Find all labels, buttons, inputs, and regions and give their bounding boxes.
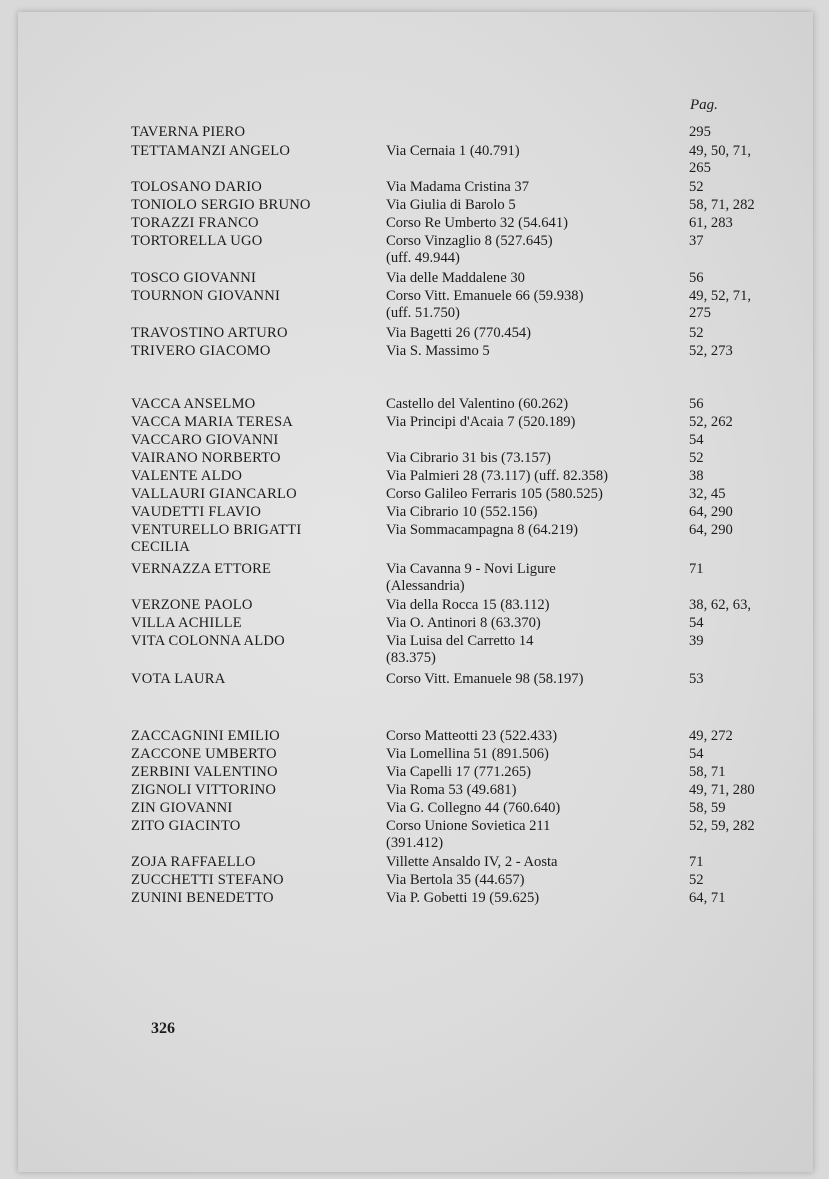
entry-name bbox=[131, 468, 381, 485]
entry-address bbox=[386, 764, 686, 781]
entry-address bbox=[386, 890, 686, 907]
entry-address bbox=[386, 872, 686, 889]
entry-name bbox=[131, 450, 381, 467]
entry-name-line: VACCA MARIA TERESA bbox=[131, 414, 294, 430]
entry-name-line: ZIN GIOVANNI bbox=[131, 800, 233, 816]
entry-name-line: VILLA ACHILLE bbox=[131, 615, 242, 631]
entry-address bbox=[386, 746, 686, 763]
entry-address bbox=[386, 468, 686, 485]
entry-address-line: Via Palmieri 28 (73.117) (uff. 82.358) bbox=[386, 468, 609, 484]
entry-name bbox=[131, 633, 381, 650]
entry-pages-line: 49, 71, 280 bbox=[689, 782, 755, 798]
entry-address-line: Via delle Maddalene 30 bbox=[386, 270, 525, 286]
entry-name bbox=[131, 522, 381, 555]
entry-address-line: Corso Vitt. Emanuele 98 (58.197) bbox=[386, 671, 584, 687]
entry-address bbox=[386, 179, 686, 196]
entry-address bbox=[386, 633, 686, 666]
entry-pages bbox=[689, 270, 799, 287]
entry-address-line: Via Principi d'Acaia 7 (520.189) bbox=[386, 414, 576, 430]
entry-pages bbox=[689, 215, 799, 232]
entry-pages bbox=[689, 343, 799, 360]
entry-pages bbox=[689, 468, 799, 485]
entry-pages bbox=[689, 325, 799, 342]
entry-name-line: VERZONE PAOLO bbox=[131, 597, 253, 613]
entry-name bbox=[131, 432, 381, 449]
entry-name-line: VENTURELLO BRIGATTI bbox=[131, 522, 302, 538]
entry-name bbox=[131, 179, 381, 196]
entry-pages bbox=[689, 633, 799, 650]
entry-name bbox=[131, 504, 381, 521]
entry-address bbox=[386, 818, 686, 851]
entry-name-line: VERNAZZA ETTORE bbox=[131, 561, 272, 577]
entry-name-line: VITA COLONNA ALDO bbox=[131, 633, 285, 649]
entry-address-line: (83.375) bbox=[386, 649, 436, 666]
entry-name bbox=[131, 782, 381, 799]
entry-name bbox=[131, 325, 381, 342]
entry-pages-line: 61, 283 bbox=[689, 215, 733, 231]
entry-address-line: Via Giulia di Barolo 5 bbox=[386, 197, 516, 213]
entry-pages bbox=[689, 432, 799, 449]
entry-pages bbox=[689, 800, 799, 817]
entry-address-line: Via Lomellina 51 (891.506) bbox=[386, 746, 549, 762]
entry-name bbox=[131, 270, 381, 287]
entry-pages-line: 52, 59, 282 bbox=[689, 818, 755, 834]
entry-pages-line: 52 bbox=[689, 179, 704, 195]
entry-address bbox=[386, 597, 686, 614]
entry-address bbox=[386, 486, 686, 503]
entry-pages-line: 38, 62, 63, bbox=[689, 597, 752, 613]
entry-name bbox=[131, 486, 381, 503]
entry-pages-line: 265 bbox=[689, 159, 711, 176]
entry-pages bbox=[689, 197, 799, 214]
entry-name bbox=[131, 343, 381, 360]
entry-pages-line: 52 bbox=[689, 450, 704, 466]
entry-pages bbox=[689, 124, 799, 141]
entry-pages-line: 71 bbox=[689, 854, 704, 870]
entry-pages-line: 54 bbox=[689, 746, 704, 762]
entry-pages-line: 49, 52, 71, bbox=[689, 288, 752, 304]
entry-pages-line: 56 bbox=[689, 270, 704, 286]
entry-name-line: TRIVERO GIACOMO bbox=[131, 343, 271, 359]
entry-name-line: VAUDETTI FLAVIO bbox=[131, 504, 262, 520]
entry-address-line: Via Sommacampagna 8 (64.219) bbox=[386, 522, 579, 538]
entry-pages bbox=[689, 414, 799, 431]
entry-name-line: ZUNINI BENEDETTO bbox=[131, 890, 274, 906]
entry-pages-line: 49, 50, 71, bbox=[689, 143, 752, 159]
entry-name bbox=[131, 124, 381, 141]
page-column-header: Pag. bbox=[690, 97, 718, 113]
entry-address-line: Via Bertola 35 (44.657) bbox=[386, 872, 525, 888]
entry-name-line: VACCARO GIOVANNI bbox=[131, 432, 279, 448]
entry-name bbox=[131, 414, 381, 431]
entry-name-line: VALLAURI GIANCARLO bbox=[131, 486, 297, 502]
entry-address-line: (391.412) bbox=[386, 834, 444, 851]
entry-name bbox=[131, 872, 381, 889]
entry-pages-line: 49, 272 bbox=[689, 728, 733, 744]
entry-name-line: ZITO GIACINTO bbox=[131, 818, 241, 834]
entry-address-line: (uff. 49.944) bbox=[386, 249, 460, 266]
entry-address-line: Corso Matteotti 23 (522.433) bbox=[386, 728, 558, 744]
entry-name bbox=[131, 854, 381, 871]
entry-pages bbox=[689, 728, 799, 745]
entry-pages-line: 54 bbox=[689, 615, 704, 631]
entry-address bbox=[386, 215, 686, 232]
entry-address-line: Via Bagetti 26 (770.454) bbox=[386, 325, 532, 341]
entry-address bbox=[386, 288, 686, 321]
entry-address bbox=[386, 782, 686, 799]
entry-pages-line: 38 bbox=[689, 468, 704, 484]
entry-name-line: ZOJA RAFFAELLO bbox=[131, 854, 256, 870]
entry-address bbox=[386, 197, 686, 214]
entry-address bbox=[386, 671, 686, 688]
entry-address-line: Via della Rocca 15 (83.112) bbox=[386, 597, 550, 613]
entry-name-line: VAIRANO NORBERTO bbox=[131, 450, 281, 466]
entry-pages-line: 64, 71 bbox=[689, 890, 726, 906]
entry-address bbox=[386, 143, 686, 160]
entry-address-line: Via Cernaia 1 (40.791) bbox=[386, 143, 520, 159]
entry-name bbox=[131, 746, 381, 763]
entry-address-line: Corso Re Umberto 32 (54.641) bbox=[386, 215, 568, 231]
entry-address-line: Via Cibrario 10 (552.156) bbox=[386, 504, 538, 520]
entry-name-line: TORTORELLA UGO bbox=[131, 233, 263, 249]
entry-pages bbox=[689, 233, 799, 250]
entry-pages-line: 295 bbox=[689, 124, 711, 140]
entry-address bbox=[386, 396, 686, 413]
entry-name-line: ZIGNOLI VITTORINO bbox=[131, 782, 277, 798]
entry-address-line: Via Roma 53 (49.681) bbox=[386, 782, 517, 798]
entry-address bbox=[386, 233, 686, 266]
entry-pages-line: 39 bbox=[689, 633, 704, 649]
entry-pages bbox=[689, 818, 799, 835]
entry-name bbox=[131, 597, 381, 614]
entry-address bbox=[386, 414, 686, 431]
entry-name-line: TORAZZI FRANCO bbox=[131, 215, 259, 231]
entry-pages-line: 52 bbox=[689, 325, 704, 341]
entry-pages bbox=[689, 143, 799, 176]
entry-name-line: TOURNON GIOVANNI bbox=[131, 288, 281, 304]
entry-address bbox=[386, 450, 686, 467]
entry-address bbox=[386, 270, 686, 287]
entry-name-line: ZACCAGNINI EMILIO bbox=[131, 728, 280, 744]
entry-name-line: TAVERNA PIERO bbox=[131, 124, 246, 140]
entry-address-line: Corso Vinzaglio 8 (527.645) bbox=[386, 233, 553, 249]
entry-pages-line: 58, 71, 282 bbox=[689, 197, 755, 213]
entry-pages bbox=[689, 872, 799, 889]
entry-name-line: VALENTE ALDO bbox=[131, 468, 243, 484]
entry-pages bbox=[689, 890, 799, 907]
entry-address-line: Via Luisa del Carretto 14 bbox=[386, 633, 534, 649]
entry-name-line: TOLOSANO DARIO bbox=[131, 179, 263, 195]
entry-address-line: Via Cavanna 9 - Novi Ligure bbox=[386, 561, 556, 577]
entry-address-line: Via S. Massimo 5 bbox=[386, 343, 490, 359]
entry-pages bbox=[689, 504, 799, 521]
entry-pages bbox=[689, 615, 799, 632]
entry-name-line: TETTAMANZI ANGELO bbox=[131, 143, 291, 159]
entry-name bbox=[131, 215, 381, 232]
entry-pages bbox=[689, 671, 799, 688]
entry-address bbox=[386, 615, 686, 632]
entry-name-line: ZUCCHETTI STEFANO bbox=[131, 872, 284, 888]
entry-pages-line: 52, 273 bbox=[689, 343, 733, 359]
entry-name bbox=[131, 197, 381, 214]
entry-name-line: TONIOLO SERGIO BRUNO bbox=[131, 197, 311, 213]
entry-address-line: Castello del Valentino (60.262) bbox=[386, 396, 569, 412]
entry-address-line: Via P. Gobetti 19 (59.625) bbox=[386, 890, 540, 906]
entry-pages bbox=[689, 522, 799, 539]
entry-pages-line: 275 bbox=[689, 304, 711, 321]
entry-address-line: Corso Unione Sovietica 211 bbox=[386, 818, 551, 834]
entry-address bbox=[386, 854, 686, 871]
entry-pages bbox=[689, 854, 799, 871]
entry-name bbox=[131, 818, 381, 835]
entry-pages-line: 58, 59 bbox=[689, 800, 726, 816]
entry-address-line: (Alessandria) bbox=[386, 577, 465, 594]
entry-address bbox=[386, 728, 686, 745]
entry-pages bbox=[689, 764, 799, 781]
page-number: 326 bbox=[151, 1020, 175, 1037]
entry-address-line: Corso Vitt. Emanuele 66 (59.938) bbox=[386, 288, 584, 304]
entry-pages-line: 52, 262 bbox=[689, 414, 733, 430]
entry-pages bbox=[689, 396, 799, 413]
entry-address bbox=[386, 325, 686, 342]
entry-address-line: Via Cibrario 31 bis (73.157) bbox=[386, 450, 551, 466]
entry-name bbox=[131, 288, 381, 305]
entry-pages bbox=[689, 561, 799, 578]
entry-address bbox=[386, 561, 686, 594]
entry-name-line: TRAVOSTINO ARTURO bbox=[131, 325, 288, 341]
entry-name bbox=[131, 143, 381, 160]
entry-name-line: TOSCO GIOVANNI bbox=[131, 270, 257, 286]
entry-pages bbox=[689, 746, 799, 763]
entry-name bbox=[131, 800, 381, 817]
entry-name-line: VOTA LAURA bbox=[131, 671, 226, 687]
entry-address-line: Via O. Antinori 8 (63.370) bbox=[386, 615, 541, 631]
entry-name-line: CECILIA bbox=[131, 538, 190, 555]
entry-pages bbox=[689, 782, 799, 799]
entry-name-line: ZERBINI VALENTINO bbox=[131, 764, 278, 780]
entry-pages bbox=[689, 179, 799, 196]
entry-address-line: (uff. 51.750) bbox=[386, 304, 460, 321]
entry-address-line: Villette Ansaldo IV, 2 - Aosta bbox=[386, 854, 558, 870]
entry-address-line: Corso Galileo Ferraris 105 (580.525) bbox=[386, 486, 603, 502]
entry-name bbox=[131, 728, 381, 745]
entry-address-line: Via Madama Cristina 37 bbox=[386, 179, 530, 195]
entry-name bbox=[131, 396, 381, 413]
entry-name bbox=[131, 671, 381, 688]
entry-pages-line: 52 bbox=[689, 872, 704, 888]
entry-pages bbox=[689, 450, 799, 467]
entry-pages-line: 53 bbox=[689, 671, 704, 687]
entry-address-line: Via Capelli 17 (771.265) bbox=[386, 764, 532, 780]
entry-pages-line: 58, 71 bbox=[689, 764, 726, 780]
entry-pages-line: 56 bbox=[689, 396, 704, 412]
entry-pages-line: 37 bbox=[689, 233, 704, 249]
entry-pages-line: 64, 290 bbox=[689, 504, 733, 520]
entry-pages-line: 32, 45 bbox=[689, 486, 726, 502]
entry-address bbox=[386, 504, 686, 521]
entry-name bbox=[131, 764, 381, 781]
entry-address bbox=[386, 343, 686, 360]
entry-name-line: ZACCONE UMBERTO bbox=[131, 746, 277, 762]
entry-name bbox=[131, 890, 381, 907]
entry-address bbox=[386, 800, 686, 817]
entry-pages-line: 54 bbox=[689, 432, 704, 448]
entry-pages-line: 71 bbox=[689, 561, 704, 577]
entry-pages bbox=[689, 288, 799, 321]
entry-name bbox=[131, 615, 381, 632]
entry-address-line: Via G. Collegno 44 (760.640) bbox=[386, 800, 561, 816]
entry-name bbox=[131, 561, 381, 578]
entry-address bbox=[386, 522, 686, 539]
entry-pages bbox=[689, 597, 799, 614]
entry-name bbox=[131, 233, 381, 250]
entry-name-line: VACCA ANSELMO bbox=[131, 396, 256, 412]
entry-pages-line: 64, 290 bbox=[689, 522, 733, 538]
entry-pages bbox=[689, 486, 799, 503]
